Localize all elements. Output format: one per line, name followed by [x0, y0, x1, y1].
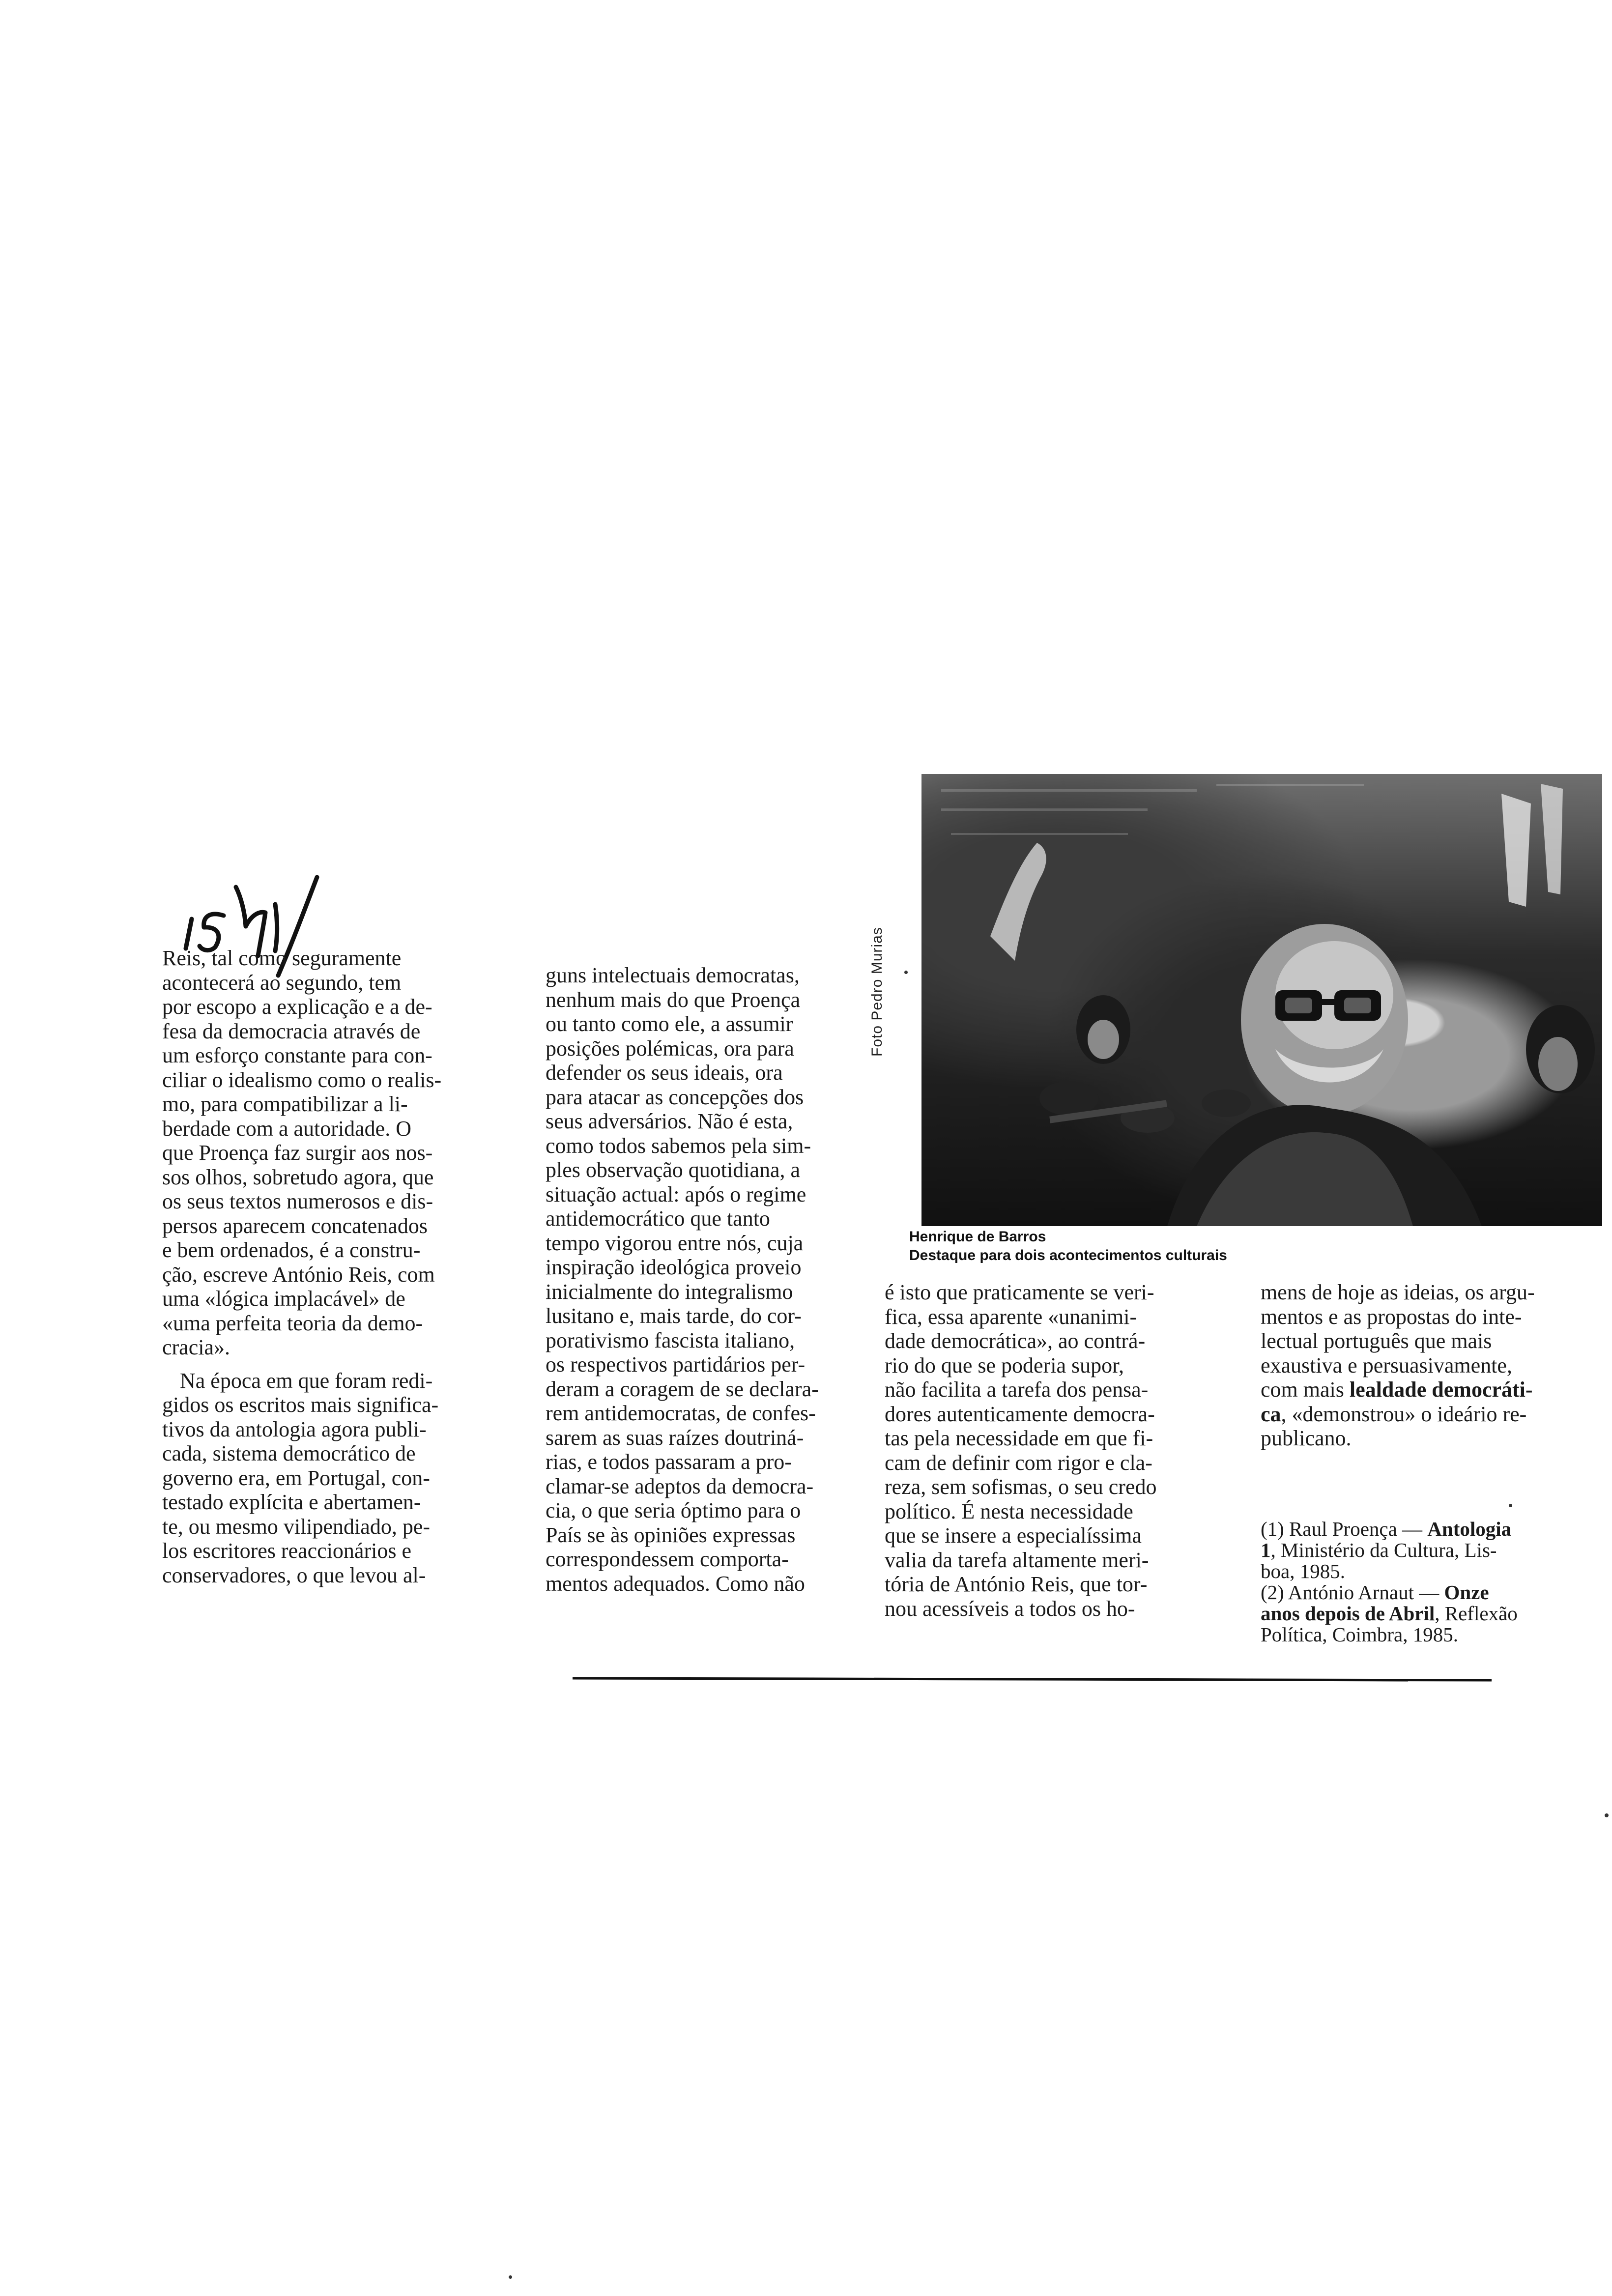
article-column-4: [1261, 1280, 1612, 1451]
scan-speck: [1605, 1813, 1609, 1817]
bold-text-run: lealdade democráti- ca: [1261, 1378, 1533, 1426]
footnote-1: [1261, 1519, 1612, 1582]
photo-caption: Destaque para dois acontecimentos culturais: [909, 1247, 1227, 1263]
article-column-1: [162, 946, 516, 1587]
text-run: , «demonstrou» o ideário re- publicano.: [1261, 1402, 1527, 1450]
text-run: , Ministério da Cultura, Lis- boa, 1985.: [1261, 1539, 1497, 1582]
article-paragraph: é isto que praticamente se veri- fica, essa aparente «unanimi- dade democrática», ao contrá- rio do que se poderia supor, não facilita a tarefa dos pensa- dores autenticamente democra- tas pela necessidade em que fi- cam de definir com rigor e cla- reza, sem sofismas, o seu credo político. É nesta necessidade que se insere a especialíssima valia da tarefa altamente meri- tória de António Reis, que tor- nou acessíveis a todos os ho-: [885, 1280, 1157, 1621]
photo-credit: Foto Pedro Murias: [869, 927, 885, 1057]
footnote-2: [1261, 1582, 1612, 1645]
text-run: , Reflexão Política, Coimbra, 1985.: [1261, 1602, 1518, 1646]
article-column-3: [885, 1280, 1238, 1621]
scan-speck: [509, 2275, 512, 2279]
article-paragraph: Na época em que foram redi- gidos os escritos mais significa- tivos da antologia agora publi- cada, sistema democrático de governo era, em Portugal, con- testado explícita e abertamen- te, ou mesmo vilipendiado, pe- los escritores reaccionários e conservadores, o que levou al-: [162, 1368, 439, 1587]
bold-text-run: Antologia 1: [1261, 1518, 1512, 1561]
article-column-2: [546, 963, 899, 1596]
article-paragraph: [1261, 1280, 1612, 1451]
bold-text-run: Onze anos depois de Abril: [1261, 1581, 1489, 1625]
article-paragraph: guns intelectuais democratas, nenhum mais do que Proença ou tanto como ele, a assumir posições polémicas, ora para defender os seus ideais, ora para atacar as concepções dos seus adversários. Não é esta, como todos sabemos pela sim- ples observação quotidiana, a situação actual: após o regime antidemocrático que tanto tempo vigorou entre nós, cuja inspiração ideológica proveio inicialmente do integralismo lusitano e, mais tarde, do cor- porativismo fascista italiano, os respectivos partidários per- deram a coragem de se declara- rem antidemocratas, de confes- sarem as suas raízes doutriná- rias, e todos passaram a pro- clamar-se adeptos da democra- cia, o que seria óptimo para o País se às opiniões expressas correspondessem comporta- mentos adequados. Como não: [546, 963, 819, 1596]
footnotes: [1261, 1519, 1612, 1645]
text-run: (2) António Arnaut —: [1261, 1581, 1444, 1604]
bottom-rule: [573, 1676, 1492, 1683]
article-paragraph: Reis, tal como seguramente acontecerá ao segundo, tem por escopo a explicação e a de- fesa da democracia através de um esforço constante para con- ciliar o idealismo como o realis- mo, para compatibilizar a li- berdade com a autoridade. O que Proença faz surgir aos nos- sos olhos, sobretudo agora, que os seus textos numerosos e dis- persos aparecem concatenados e bem ordenados, é a constru- ção, escreve António Reis, com uma «lógica implacável» de «uma perfeita teoria da demo- cracia».: [162, 946, 442, 1359]
text-run: (1) Raul Proença —: [1261, 1518, 1428, 1540]
photo-caption-name: Henrique de Barros: [909, 1229, 1046, 1245]
scan-speck: [904, 971, 908, 974]
text-run: mens de hoje as ideias, os argu- mentos e as propostas do inte- lectual português que mais exaustiva e persuasivamente, com mais: [1261, 1280, 1535, 1402]
scan-speck: [1509, 1504, 1512, 1507]
portrait-photo: [921, 774, 1602, 1226]
